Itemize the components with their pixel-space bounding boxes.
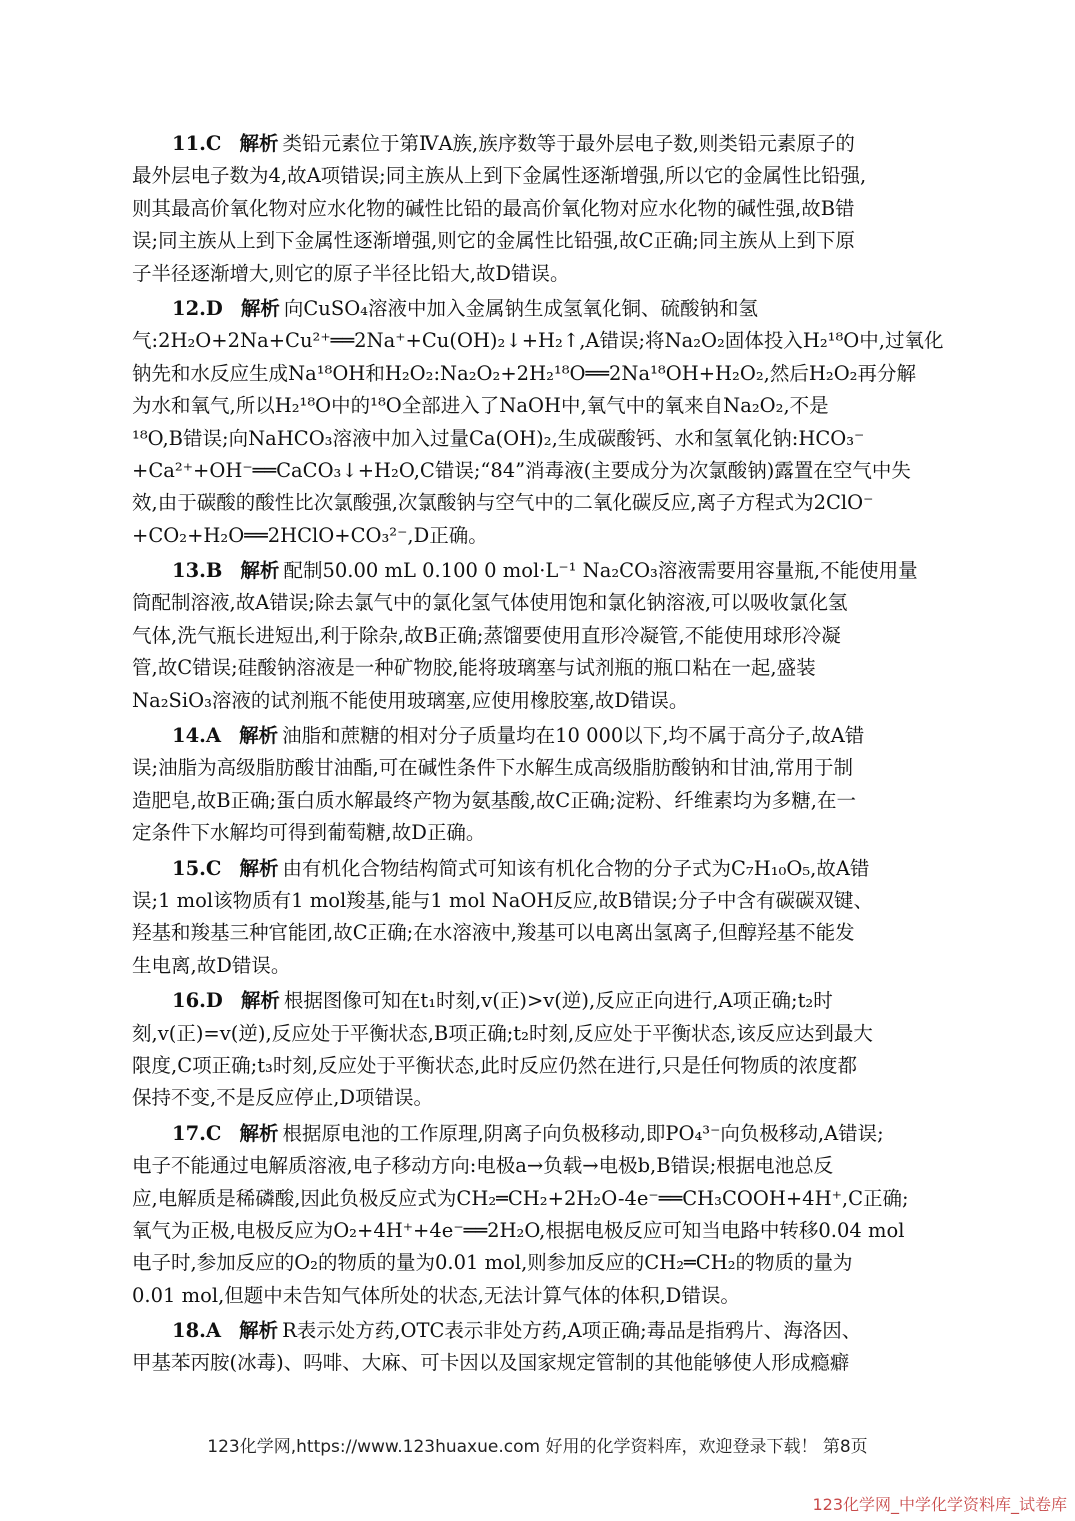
line-text: 根据图像可知在t₁时刻,v(正)>v(逆),反应正向进行,A项正确;t₂时 xyxy=(283,989,833,1013)
text-line xyxy=(132,1150,944,1182)
text-line xyxy=(132,455,944,487)
line-text: +Ca²⁺+OH⁻══CaCO₃↓+H₂O,C错误;“84”消毒液(主要成分为次氯酸钠)露置在空气中失 xyxy=(132,458,911,482)
question-number: 13.B xyxy=(172,559,223,583)
line-text: 气体,洗气瓶长进短出,利于除杂,故B正确;蒸馏要使用直形冷凝管,不能使用球形冷凝 xyxy=(132,623,841,647)
text-line xyxy=(132,325,944,357)
line-text: 根据原电池的工作原理,阴离子向负极移动,即PO₄³⁻向负极移动,A错误; xyxy=(282,1121,884,1145)
question-number: 15.C xyxy=(172,856,222,880)
analysis-keyword: 解析 xyxy=(239,1319,279,1343)
line-text: 应,电解质是稀磷酸,因此负极反应式为CH₂═CH₂+2H₂O-4e⁻══CH₃COOH+4H⁺,C正确; xyxy=(132,1186,909,1210)
text-line xyxy=(132,160,944,192)
line-text: 保持不变,不是反应停止,D项错误。 xyxy=(132,1086,434,1110)
question-number: 17.C xyxy=(172,1121,222,1145)
site-watermark: 123化学网_中学化学资料库_试卷库 xyxy=(812,1495,1067,1514)
text-line xyxy=(132,555,944,587)
line-text: 钠先和水反应生成Na¹⁸OH和H₂O₂:Na₂O₂+2H₂¹⁸O══2Na¹⁸OH+H₂O₂,然后H₂O₂再分解 xyxy=(132,361,916,385)
text-line xyxy=(132,1118,944,1150)
text-line xyxy=(132,1183,944,1215)
question-number: 18.A xyxy=(172,1319,222,1343)
line-text: 误;同主族从上到下金属性逐渐增强,则它的金属性比铅强,故C正确;同主族从上到下原 xyxy=(132,229,855,253)
line-text: 造肥皂,故B正确;蛋白质水解最终产物为氨基酸,故C正确;淀粉、纤维素均为多糖,在一 xyxy=(132,788,856,812)
text-line xyxy=(132,390,944,422)
text-line xyxy=(132,720,944,752)
answer-paragraph xyxy=(132,555,944,717)
line-text: 限度,C项正确;t₃时刻,反应处于平衡状态,此时反应仍然在进行,只是任何物质的浓度都 xyxy=(132,1053,857,1077)
text-line xyxy=(132,587,944,619)
text-line xyxy=(132,1215,944,1247)
line-text: 甲基苯丙胺(冰毒)、吗啡、大麻、可卡因以及国家规定管制的其他能够使人形成瘾癖 xyxy=(132,1351,850,1375)
line-text: Na₂SiO₃溶液的试剂瓶不能使用玻璃塞,应使用橡胶塞,故D错误。 xyxy=(132,688,689,712)
answer-paragraph xyxy=(132,853,944,983)
text-line xyxy=(132,885,944,917)
line-text: 子半径逐渐增大,则它的原子半径比铅大,故D错误。 xyxy=(132,261,570,285)
analysis-keyword: 解析 xyxy=(239,132,279,155)
text-line xyxy=(132,917,944,949)
analysis-keyword: 解析 xyxy=(239,724,279,748)
answer-paragraph xyxy=(132,985,944,1115)
line-text: 油脂和蔗糖的相对分子质量均在10 000以下,均不属于高分子,故A错 xyxy=(282,724,865,748)
line-text: 生电离,故D错误。 xyxy=(132,953,291,977)
line-text: 定条件下水解均可得到葡萄糖,故D正确。 xyxy=(132,821,486,845)
question-number: 16.D xyxy=(172,989,223,1013)
page-footer: 123化学网,https://www.123huaxue.com 好用的化学资料库，欢迎登录下载！ 第8页 xyxy=(207,1437,868,1457)
text-line xyxy=(132,1280,944,1312)
analysis-keyword: 解析 xyxy=(240,559,280,583)
text-line xyxy=(132,685,944,717)
question-number: 11.C xyxy=(172,132,222,155)
line-text: 管,故C错误;硅酸钠溶液是一种矿物胶,能将玻璃塞与试剂瓶的瓶口粘在一起,盛装 xyxy=(132,656,816,680)
line-text: 为水和氧气,所以H₂¹⁸O中的¹⁸O全部进入了NaOH中,氧气中的氧来自Na₂O₂,不是 xyxy=(132,394,829,418)
text-line xyxy=(132,985,944,1017)
line-text: 电子不能通过电解质溶液,电子移动方向:电极a→负载→电极b,B错误;根据电池总反 xyxy=(132,1154,834,1178)
line-text: 向CuSO₄溶液中加入金属钠生成氢氧化铜、硫酸钠和氢 xyxy=(283,296,759,320)
text-line xyxy=(132,1082,944,1114)
text-line xyxy=(132,1315,944,1347)
answer-paragraph xyxy=(132,1315,944,1380)
text-line xyxy=(132,358,944,390)
line-text: 氧气为正极,电极反应为O₂+4H⁺+4e⁻══2H₂O,根据电极反应可知当电路中转移0.04 mol xyxy=(132,1218,905,1242)
text-line xyxy=(132,950,944,982)
line-text: 刻,v(正)=v(逆),反应处于平衡状态,B项正确;t₂时刻,反应处于平衡状态,该反应达到最大 xyxy=(132,1021,873,1045)
text-line xyxy=(132,620,944,652)
answer-content xyxy=(132,128,944,1383)
text-line xyxy=(132,487,944,519)
line-text: 0.01 mol,但题中未告知气体所处的状态,无法计算气体的体积,D错误。 xyxy=(132,1283,740,1307)
line-text: 误;油脂为高级脂肪酸甘油酯,可在碱性条件下水解生成高级脂肪酸钠和甘油,常用于制 xyxy=(132,756,853,780)
line-text: 由有机化合物结构简式可知该有机化合物的分子式为C₇H₁₀O₅,故A错 xyxy=(282,856,870,880)
line-text: +CO₂+H₂O══2HClO+CO₃²⁻,D正确。 xyxy=(132,523,488,547)
text-line xyxy=(132,225,944,257)
text-line xyxy=(132,785,944,817)
analysis-keyword: 解析 xyxy=(240,296,280,320)
text-line xyxy=(132,652,944,684)
line-text: ¹⁸O,B错误;向NaHCO₃溶液中加入过量Ca(OH)₂,生成碳酸钙、水和氢氧化钠:HCO₃⁻ xyxy=(132,426,865,450)
line-text: 最外层电子数为4,故A项错误;同主族从上到下金属性逐渐增强,所以它的金属性比铅强, xyxy=(132,164,867,188)
line-text: 气:2H₂O+2Na+Cu²⁺══2Na⁺+Cu(OH)₂↓+H₂↑,A错误;将Na₂O₂固体投入H₂¹⁸O中,过氧化 xyxy=(132,329,944,353)
line-text: 羟基和羧基三种官能团,故C正确;在水溶液中,羧基可以电离出氢离子,但醇羟基不能发 xyxy=(132,921,855,945)
text-line xyxy=(132,520,944,552)
text-line xyxy=(132,1347,944,1379)
text-line xyxy=(132,1050,944,1082)
text-line xyxy=(132,1018,944,1050)
text-line xyxy=(132,1247,944,1279)
text-line xyxy=(132,128,944,160)
line-text: R表示处方药,OTC表示非处方药,A项正确;毒品是指鸦片、海洛因、 xyxy=(282,1319,862,1343)
text-line xyxy=(132,423,944,455)
answer-paragraph xyxy=(132,128,944,290)
text-line xyxy=(132,258,944,290)
answer-paragraph xyxy=(132,1118,944,1312)
line-text: 配制50.00 mL 0.100 0 mol·L⁻¹ Na₂CO₃溶液需要用容量瓶,不能使用量 xyxy=(283,559,918,583)
question-number: 14.A xyxy=(172,724,222,748)
text-line xyxy=(132,193,944,225)
text-line xyxy=(132,752,944,784)
text-line xyxy=(132,293,944,325)
text-line xyxy=(132,817,944,849)
line-text: 则其最高价氧化物对应水化物的碱性比铅的最高价氧化物对应水化物的碱性强,故B错 xyxy=(132,196,855,220)
answer-paragraph xyxy=(132,720,944,850)
line-text: 误;1 mol该物质有1 mol羧基,能与1 mol NaOH反应,故B错误;分子中含有碳碳双键、 xyxy=(132,888,873,912)
text-line xyxy=(132,853,944,885)
line-text: 电子时,参加反应的O₂的物质的量为0.01 mol,则参加反应的CH₂═CH₂的物质的量为 xyxy=(132,1251,853,1275)
line-text: 类铅元素位于第ⅣA族,族序数等于最外层电子数,则类铅元素原子的 xyxy=(282,132,855,155)
line-text: 效,由于碳酸的酸性比次氯酸强,次氯酸钠与空气中的二氧化碳反应,离子方程式为2ClO⁻ xyxy=(132,491,874,515)
question-number: 12.D xyxy=(172,296,223,320)
analysis-keyword: 解析 xyxy=(240,989,280,1013)
analysis-keyword: 解析 xyxy=(239,1121,279,1145)
answer-paragraph xyxy=(132,293,944,552)
analysis-keyword: 解析 xyxy=(239,856,279,880)
line-text: 筒配制溶液,故A错误;除去氯气中的氯化氢气体使用饱和氯化钠溶液,可以吸收氯化氢 xyxy=(132,591,848,615)
